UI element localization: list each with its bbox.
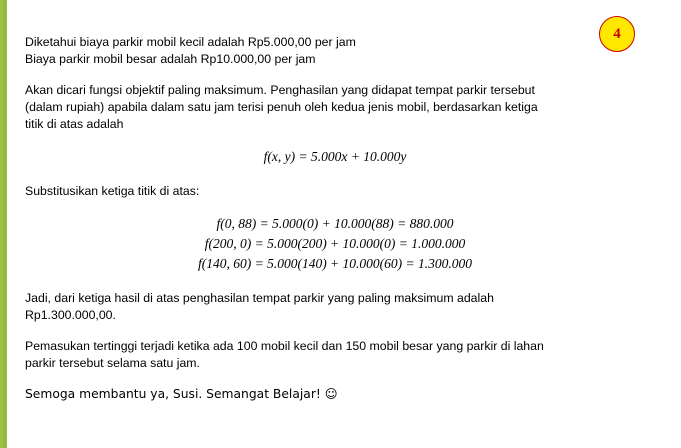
- spacer-2: [25, 324, 645, 338]
- step-number-badge: 4: [599, 16, 635, 52]
- equation-list: [25, 214, 645, 274]
- objective-intro-line-2: (dalam rupiah) apabila dalam satu jam terisi penuh oleh kedua jenis mobil, berdasarkan ketiga: [25, 100, 538, 114]
- conclusion-line-2: Rp1.300.000,00.: [25, 308, 116, 322]
- given-costs-line-2: Biaya parkir mobil besar adalah Rp10.000,00 per jam: [25, 52, 316, 66]
- paragraph-given-costs: [25, 34, 645, 68]
- paragraph-objective-intro: [25, 82, 645, 133]
- max-income-line-1: Pemasukan tertinggi terjadi ketika ada 100 mobil kecil dan 150 mobil besar yang parkir di lahan: [25, 339, 544, 353]
- document-content: [25, 34, 645, 403]
- spacer-1: [25, 68, 645, 82]
- conclusion-line-1: Jadi, dari ketiga hasil di atas penghasilan tempat parkir yang paling maksimum adalah: [25, 291, 494, 305]
- paragraph-max-income: [25, 338, 645, 372]
- paragraph-conclusion: [25, 290, 645, 324]
- objective-intro-line-3: titik di atas adalah: [25, 117, 124, 131]
- left-accent-bar: [3, 0, 7, 448]
- equation-item: f(200, 0) = 5.000(200) + 10.000(0) = 1.000.000: [204, 236, 466, 251]
- equation-item: f(0, 88) = 5.000(0) + 10.000(88) = 880.000: [216, 216, 454, 231]
- spacer-3: [25, 372, 645, 386]
- objective-intro-line-1: Akan dicari fungsi objektif paling maksimum. Penghasilan yang didapat tempat parkir tersebut: [25, 83, 535, 97]
- objective-function-formula: f(x, y) = 5.000x + 10.000y: [263, 149, 407, 164]
- max-income-line-2: parkir tersebut selama satu jam.: [25, 356, 200, 370]
- equation-item: f(140, 60) = 5.000(140) + 10.000(60) = 1.300.000: [197, 256, 473, 271]
- closing-message: Semoga membantu ya, Susi. Semangat Belajar! ☺: [25, 387, 338, 401]
- substitute-label: Substitusikan ketiga titik di atas:: [25, 184, 200, 198]
- given-costs-line-1: Diketahui biaya parkir mobil kecil adalah Rp5.000,00 per jam: [25, 35, 356, 49]
